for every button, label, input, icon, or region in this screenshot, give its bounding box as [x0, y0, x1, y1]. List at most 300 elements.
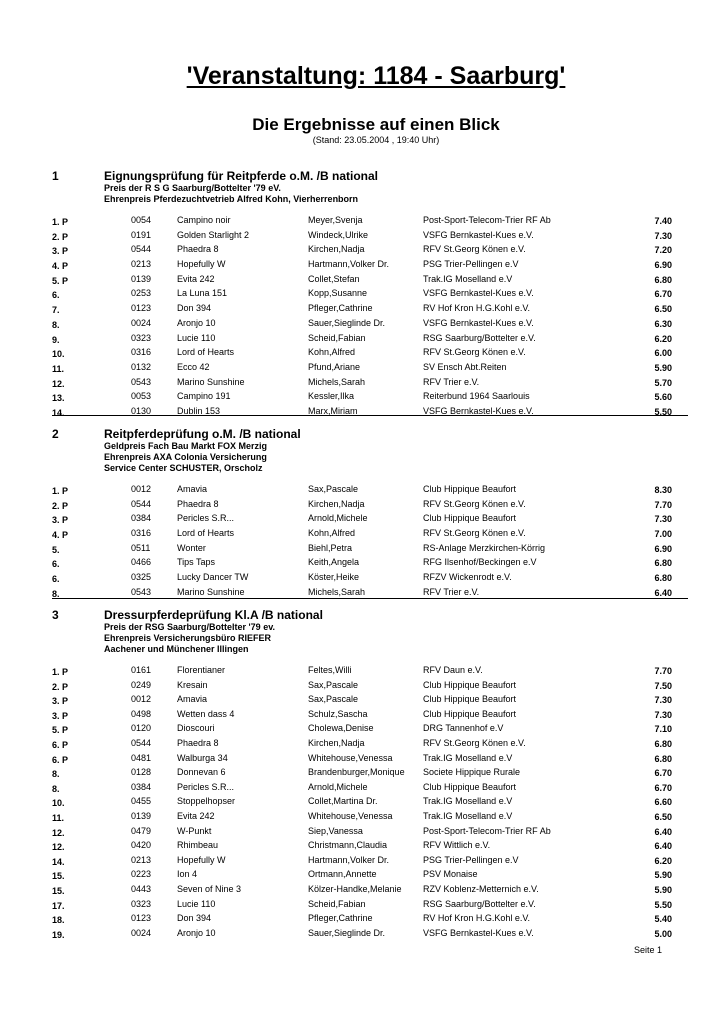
rider-name: Feltes,Willi	[308, 665, 352, 675]
horse-name: Phaedra 8	[177, 244, 219, 255]
result-row	[52, 257, 688, 272]
placing: 12.	[52, 842, 65, 853]
club-name: RFV St.Georg Könen e.V.	[423, 244, 526, 255]
rider-name: Collet,Stefan	[308, 273, 360, 284]
competition-section	[52, 169, 688, 419]
placing: 11.	[52, 812, 65, 823]
club-name: Club Hippique Beaufort	[423, 679, 517, 690]
placing: 2. P	[52, 681, 69, 692]
score: 6.40	[654, 587, 672, 598]
placing: 18.	[52, 915, 65, 926]
rider-name: Whitehouse,Venessa	[308, 752, 393, 763]
rider-name: Cholewa,Denise	[308, 723, 374, 734]
result-row	[52, 867, 688, 882]
placing: 3. P	[52, 696, 69, 707]
start-number: 0498	[131, 708, 152, 719]
score: 6.20	[654, 855, 672, 866]
score: 6.40	[654, 826, 672, 837]
horse-name: Dioscouri	[177, 723, 215, 734]
rider-name: Scheid,Fabian	[308, 898, 366, 909]
score: 5.50	[654, 406, 672, 417]
placing: 10.	[52, 798, 65, 809]
placing: 1. P	[52, 486, 69, 496]
result-row	[52, 721, 688, 736]
section-sponsor-line: Ehrenpreis Pferdezuchtvetrieb Alfred Kohn, Vierherrenborn	[104, 194, 359, 204]
placing: 11.	[52, 363, 65, 374]
score: 6.70	[654, 768, 672, 779]
club-name: RFV St.Georg Könen e.V.	[423, 498, 526, 509]
score: 5.90	[654, 362, 672, 373]
club-name: RFG Ilsenhof/Beckingen e.V	[423, 557, 537, 568]
horse-name: Lucie 110	[177, 898, 216, 909]
placing: 10.	[52, 349, 65, 360]
club-name: VSFG Bernkastel-Kues e.V.	[423, 288, 534, 299]
placing: 3. P	[52, 710, 69, 721]
horse-name: Wonter	[177, 542, 206, 553]
competition-section	[52, 427, 688, 600]
rider-name: Brandenburger,Monique	[308, 767, 405, 778]
score: 6.80	[654, 558, 672, 569]
section-sponsor-line: Service Center SCHUSTER, Orscholz	[104, 463, 263, 473]
club-name: RFV Wittlich e.V.	[423, 840, 491, 851]
horse-name: Marino Sunshine	[177, 586, 245, 597]
score: 5.50	[654, 899, 672, 910]
club-name: Trak.IG Moselland e.V	[423, 752, 513, 763]
section-sponsor-line: Preis der RSG Saarburg/Bottelter '79 ev.	[104, 622, 276, 632]
rider-name: Hartmann,Volker Dr.	[308, 259, 390, 270]
club-name: RFV St.Georg Könen e.V.	[423, 347, 526, 358]
start-number: 0481	[131, 752, 152, 763]
result-row	[52, 375, 688, 390]
club-name: Club Hippique Beaufort	[423, 694, 517, 705]
result-row	[52, 692, 688, 707]
rider-name: Collet,Martina Dr.	[308, 796, 378, 807]
stand-timestamp: (Stand: 23.05.2004 , 19:40 Uhr)	[312, 135, 440, 145]
horse-name: Ion 4	[177, 869, 198, 880]
start-number: 0053	[131, 391, 152, 402]
score: 7.10	[654, 724, 672, 735]
club-name: Societe Hippique Rurale	[423, 767, 521, 778]
score: 6.50	[654, 304, 672, 315]
placing: 1. P	[52, 667, 69, 677]
club-name: RFV Daun e.V.	[423, 665, 483, 675]
result-row	[52, 286, 688, 301]
rider-name: Michels,Sarah	[308, 586, 366, 597]
start-number: 0249	[131, 679, 152, 690]
club-name: PSG Trier-Pellingen e.V	[423, 259, 519, 270]
result-row	[52, 707, 688, 722]
section-header	[52, 608, 688, 622]
rider-name: Meyer,Svenja	[308, 215, 363, 225]
horse-name: Pericles S.R...	[177, 781, 235, 792]
rider-name: Köster,Heike	[308, 572, 360, 583]
result-row	[52, 794, 688, 809]
score: 8.30	[654, 485, 672, 495]
club-name: RSG Saarburg/Bottelter e.V.	[423, 898, 536, 909]
result-row	[52, 482, 688, 497]
horse-name: Stoppelhopser	[177, 796, 236, 807]
horse-name: Marino Sunshine	[177, 376, 245, 387]
horse-name: Amavia	[177, 484, 208, 494]
page-subtitle: Die Ergebnisse auf einen Blick	[252, 115, 500, 134]
club-name: DRG Tannenhof e.V	[423, 723, 504, 734]
placing: 3. P	[52, 246, 69, 257]
horse-name: Florentianer	[177, 665, 226, 675]
section-sponsor-line: Geldpreis Fach Bau Markt FOX Merzig	[104, 441, 268, 451]
rider-name: Whitehouse,Venessa	[308, 810, 393, 821]
club-name: PSV Monaise	[423, 869, 478, 880]
club-name: RFV St.Georg Könen e.V.	[423, 737, 526, 748]
placing: 12.	[52, 827, 65, 838]
club-name: RV Hof Kron H.G.Kohl e.V.	[423, 303, 531, 314]
result-row	[52, 242, 688, 257]
horse-name: Phaedra 8	[177, 737, 219, 748]
page-title: 'Veranstaltung: 1184 - Saarburg'	[186, 62, 566, 90]
result-row	[52, 228, 688, 243]
placing: 17.	[52, 900, 65, 911]
result-row	[52, 678, 688, 693]
placing: 15.	[52, 885, 65, 896]
result-row	[52, 780, 688, 795]
horse-name: Don 394	[177, 913, 212, 924]
placing: 14.	[52, 856, 65, 867]
horse-name: Lord of Hearts	[177, 528, 235, 539]
start-number: 0323	[131, 898, 152, 909]
score: 6.70	[654, 782, 672, 793]
rider-name: Scheid,Fabian	[308, 332, 366, 343]
placing: 19.	[52, 929, 65, 940]
horse-name: Lucky Dancer TW	[177, 572, 249, 583]
start-number: 0128	[131, 767, 152, 778]
start-number: 0223	[131, 869, 152, 880]
club-name: PSG Trier-Pellingen e.V	[423, 854, 519, 865]
club-name: Club Hippique Beaufort	[423, 484, 517, 494]
score: 6.20	[654, 333, 672, 344]
horse-name: Aronjo 10	[177, 927, 216, 938]
horse-name: Hopefully W	[177, 259, 226, 270]
start-number: 0323	[131, 332, 152, 343]
score: 6.40	[654, 841, 672, 852]
placing: 8.	[52, 769, 60, 780]
placing: 4. P	[52, 261, 69, 272]
section-title: Reitpferdeprüfung o.M. /B national	[104, 427, 301, 441]
start-number: 0316	[131, 528, 152, 539]
start-number: 0191	[131, 229, 152, 240]
results-table	[52, 482, 688, 600]
section-title: Dressurpferdeprüfung Kl.A /B national	[104, 608, 323, 622]
start-number: 0543	[131, 586, 152, 597]
horse-name: Pericles S.R...	[177, 513, 235, 524]
score: 7.50	[654, 680, 672, 691]
start-number: 0024	[131, 317, 152, 328]
score: 7.30	[654, 709, 672, 720]
result-row	[52, 301, 688, 316]
result-row	[52, 360, 688, 375]
club-name: Trak.IG Moselland e.V	[423, 796, 513, 807]
rider-name: Ortmann,Annette	[308, 869, 377, 880]
placing: 8.	[52, 588, 60, 599]
start-number: 0213	[131, 259, 152, 270]
section-header	[52, 169, 688, 183]
result-row	[52, 663, 688, 678]
start-number: 0253	[131, 288, 152, 299]
rider-name: Arnold,Michele	[308, 513, 368, 524]
rider-name: Kohn,Alfred	[308, 528, 356, 539]
placing: 5. P	[52, 725, 69, 736]
rider-name: Arnold,Michele	[308, 781, 368, 792]
rider-name: Kirchen,Nadja	[308, 498, 365, 509]
club-name: Club Hippique Beaufort	[423, 781, 517, 792]
score: 5.00	[654, 928, 672, 939]
start-number: 0054	[131, 215, 152, 225]
result-row	[52, 331, 688, 346]
placing: 6. P	[52, 739, 69, 750]
horse-name: La Luna 151	[177, 288, 228, 299]
placing: 8.	[52, 783, 60, 794]
result-row	[52, 345, 688, 360]
placing: 6.	[52, 290, 60, 301]
rider-name: Christmann,Claudia	[308, 840, 388, 851]
club-name: Post-Sport-Telecom-Trier RF Ab	[423, 825, 551, 836]
start-number: 0384	[131, 513, 152, 524]
score: 6.50	[654, 811, 672, 822]
start-number: 0543	[131, 376, 152, 387]
placing: 6.	[52, 559, 60, 570]
result-row	[52, 213, 688, 228]
placing: 13.	[52, 393, 65, 404]
score: 5.60	[654, 392, 672, 403]
section-divider	[52, 598, 688, 599]
page-number: Seite 1	[634, 945, 663, 955]
start-number: 0213	[131, 854, 152, 865]
result-row	[52, 541, 688, 556]
result-row	[52, 911, 688, 926]
club-name: RFV Trier e.V.	[423, 586, 480, 597]
horse-name: Ecco 42	[177, 361, 210, 372]
horse-name: Wetten dass 4	[177, 708, 235, 719]
placing: 6.	[52, 574, 60, 585]
result-row	[52, 316, 688, 331]
start-number: 0316	[131, 347, 152, 358]
score: 6.60	[654, 797, 672, 808]
score: 7.30	[654, 695, 672, 706]
result-row	[52, 882, 688, 897]
section-sponsor-line: Preis der R S G Saarburg/Bottelter '79 eV.	[104, 183, 281, 193]
score: 5.90	[654, 870, 672, 881]
horse-name: Campino 191	[177, 391, 231, 402]
placing: 12.	[52, 378, 65, 389]
club-name: Post-Sport-Telecom-Trier RF Ab	[423, 215, 551, 225]
results-table	[52, 663, 688, 940]
result-row	[52, 526, 688, 541]
rider-name: Marx,Miriam	[308, 405, 358, 416]
club-name: SV Ensch Abt.Reiten	[423, 361, 507, 372]
rider-name: Kirchen,Nadja	[308, 737, 365, 748]
score: 7.70	[654, 499, 672, 510]
result-row	[52, 404, 688, 419]
start-number: 0132	[131, 361, 152, 372]
rider-name: Hartmann,Volker Dr.	[308, 854, 390, 865]
rider-name: Kirchen,Nadja	[308, 244, 365, 255]
rider-name: Biehl,Petra	[308, 542, 353, 553]
score: 6.80	[654, 738, 672, 749]
horse-name: Rhimbeau	[177, 840, 219, 851]
competition-section	[52, 608, 688, 940]
start-number: 0511	[131, 542, 151, 553]
rider-name: Sauer,Sieglinde Dr.	[308, 927, 386, 938]
section-title: Eignungsprüfung für Reitpferde o.M. /B national	[104, 169, 378, 183]
club-name: Club Hippique Beaufort	[423, 708, 517, 719]
placing: 5. P	[52, 275, 69, 286]
result-row	[52, 511, 688, 526]
club-name: RFV St.Georg Könen e.V.	[423, 528, 526, 539]
horse-name: Seven of Nine 3	[177, 883, 242, 894]
club-name: VSFG Bernkastel-Kues e.V.	[423, 229, 534, 240]
start-number: 0012	[131, 694, 152, 705]
placing: 6. P	[52, 754, 69, 765]
rider-name: Pfleger,Cathrine	[308, 913, 373, 924]
club-name: RSG Saarburg/Bottelter e.V.	[423, 332, 536, 343]
club-name: VSFG Bernkastel-Kues e.V.	[423, 405, 534, 416]
horse-name: Walburga 34	[177, 752, 228, 763]
club-name: RFZV Wickenrodt e.V.	[423, 572, 512, 583]
rider-name: Siep,Vanessa	[308, 825, 363, 836]
start-number: 0544	[131, 737, 152, 748]
score: 7.30	[654, 514, 672, 525]
start-number: 0544	[131, 498, 152, 509]
start-number: 0443	[131, 883, 152, 894]
club-name: VSFG Bernkastel-Kues e.V.	[423, 317, 534, 328]
placing: 7.	[52, 305, 60, 316]
rider-name: Kohn,Alfred	[308, 347, 356, 358]
club-name: RS-Anlage Merzkirchen-Körrig	[423, 542, 546, 553]
horse-name: W-Punkt	[177, 825, 212, 836]
horse-name: Evita 242	[177, 273, 215, 284]
horse-name: Kresain	[177, 679, 208, 690]
horse-name: Tips Taps	[177, 557, 216, 568]
rider-name: Kessler,Ilka	[308, 391, 355, 402]
section-header	[52, 427, 688, 441]
rider-name: Michels,Sarah	[308, 376, 366, 387]
club-name: Club Hippique Beaufort	[423, 513, 517, 524]
section-number: 3	[52, 608, 59, 622]
start-number: 0544	[131, 244, 152, 255]
score: 6.80	[654, 573, 672, 584]
club-name: RZV Koblenz-Metternich e.V.	[423, 883, 539, 894]
result-row	[52, 897, 688, 912]
start-number: 0384	[131, 781, 152, 792]
rider-name: Sax,Pascale	[308, 694, 359, 705]
result-row	[52, 389, 688, 404]
rider-name: Sax,Pascale	[308, 679, 359, 690]
placing: 2. P	[52, 500, 69, 511]
start-number: 0130	[131, 405, 152, 416]
rider-name: Pfund,Ariane	[308, 361, 361, 372]
result-row	[52, 926, 688, 941]
horse-name: Aronjo 10	[177, 317, 216, 328]
score: 7.40	[654, 216, 672, 226]
score: 7.00	[654, 529, 672, 540]
horse-name: Hopefully W	[177, 854, 226, 865]
start-number: 0123	[131, 303, 152, 314]
score: 6.70	[654, 289, 672, 300]
section-divider	[52, 415, 688, 416]
result-row	[52, 272, 688, 287]
section-number: 2	[52, 427, 59, 441]
club-name: RV Hof Kron H.G.Kohl e.V.	[423, 913, 531, 924]
start-number: 0123	[131, 913, 152, 924]
score: 6.90	[654, 260, 672, 271]
club-name: VSFG Bernkastel-Kues e.V.	[423, 927, 534, 938]
result-row	[52, 497, 688, 512]
result-row	[52, 736, 688, 751]
score: 5.70	[654, 377, 672, 388]
placing: 8.	[52, 319, 60, 330]
start-number: 0012	[131, 484, 152, 494]
result-row	[52, 853, 688, 868]
start-number: 0455	[131, 796, 152, 807]
section-number: 1	[52, 169, 59, 183]
result-row	[52, 765, 688, 780]
club-name: RFV Trier e.V.	[423, 376, 480, 387]
score: 6.80	[654, 753, 672, 764]
rider-name: Kölzer-Handke,Melanie	[308, 883, 402, 894]
results-table	[52, 213, 688, 419]
start-number: 0420	[131, 840, 152, 851]
result-row	[52, 824, 688, 839]
start-number: 0479	[131, 825, 152, 836]
section-sponsor-line: Aachener und Münchener Illingen	[104, 644, 249, 654]
placing: 3. P	[52, 515, 69, 526]
placing: 14.	[52, 407, 65, 418]
score: 5.40	[654, 914, 672, 925]
result-row	[52, 838, 688, 853]
rider-name: Sax,Pascale	[308, 484, 359, 494]
club-name: Trak.IG Moselland e.V	[423, 273, 513, 284]
placing: 2. P	[52, 231, 69, 242]
placing: 4. P	[52, 530, 69, 541]
placing: 1. P	[52, 217, 69, 227]
score: 7.70	[654, 666, 672, 676]
result-row	[52, 555, 688, 570]
score: 7.30	[654, 230, 672, 241]
result-row	[52, 809, 688, 824]
horse-name: Campino noir	[177, 215, 231, 225]
score: 7.20	[654, 245, 672, 256]
start-number: 0325	[131, 572, 152, 583]
start-number: 0161	[131, 665, 152, 675]
score: 5.90	[654, 884, 672, 895]
rider-name: Kopp,Susanne	[308, 288, 368, 299]
horse-name: Lord of Hearts	[177, 347, 235, 358]
start-number: 0139	[131, 273, 152, 284]
horse-name: Amavia	[177, 694, 208, 705]
score: 6.80	[654, 274, 672, 285]
horse-name: Evita 242	[177, 810, 215, 821]
score: 6.00	[654, 348, 672, 359]
horse-name: Golden Starlight 2	[177, 229, 250, 240]
section-sponsor-line: Ehrenpreis AXA Colonia Versicherung	[104, 452, 267, 462]
club-name: Reiterbund 1964 Saarlouis	[423, 391, 530, 402]
result-row	[52, 570, 688, 585]
horse-name: Lucie 110	[177, 332, 216, 343]
horse-name: Phaedra 8	[177, 498, 219, 509]
placing: 9.	[52, 334, 60, 345]
result-row	[52, 751, 688, 766]
section-sponsor-line: Ehrenpreis Versicherungsbüro RIEFER	[104, 633, 272, 643]
start-number: 0024	[131, 927, 152, 938]
horse-name: Donnevan 6	[177, 767, 226, 778]
